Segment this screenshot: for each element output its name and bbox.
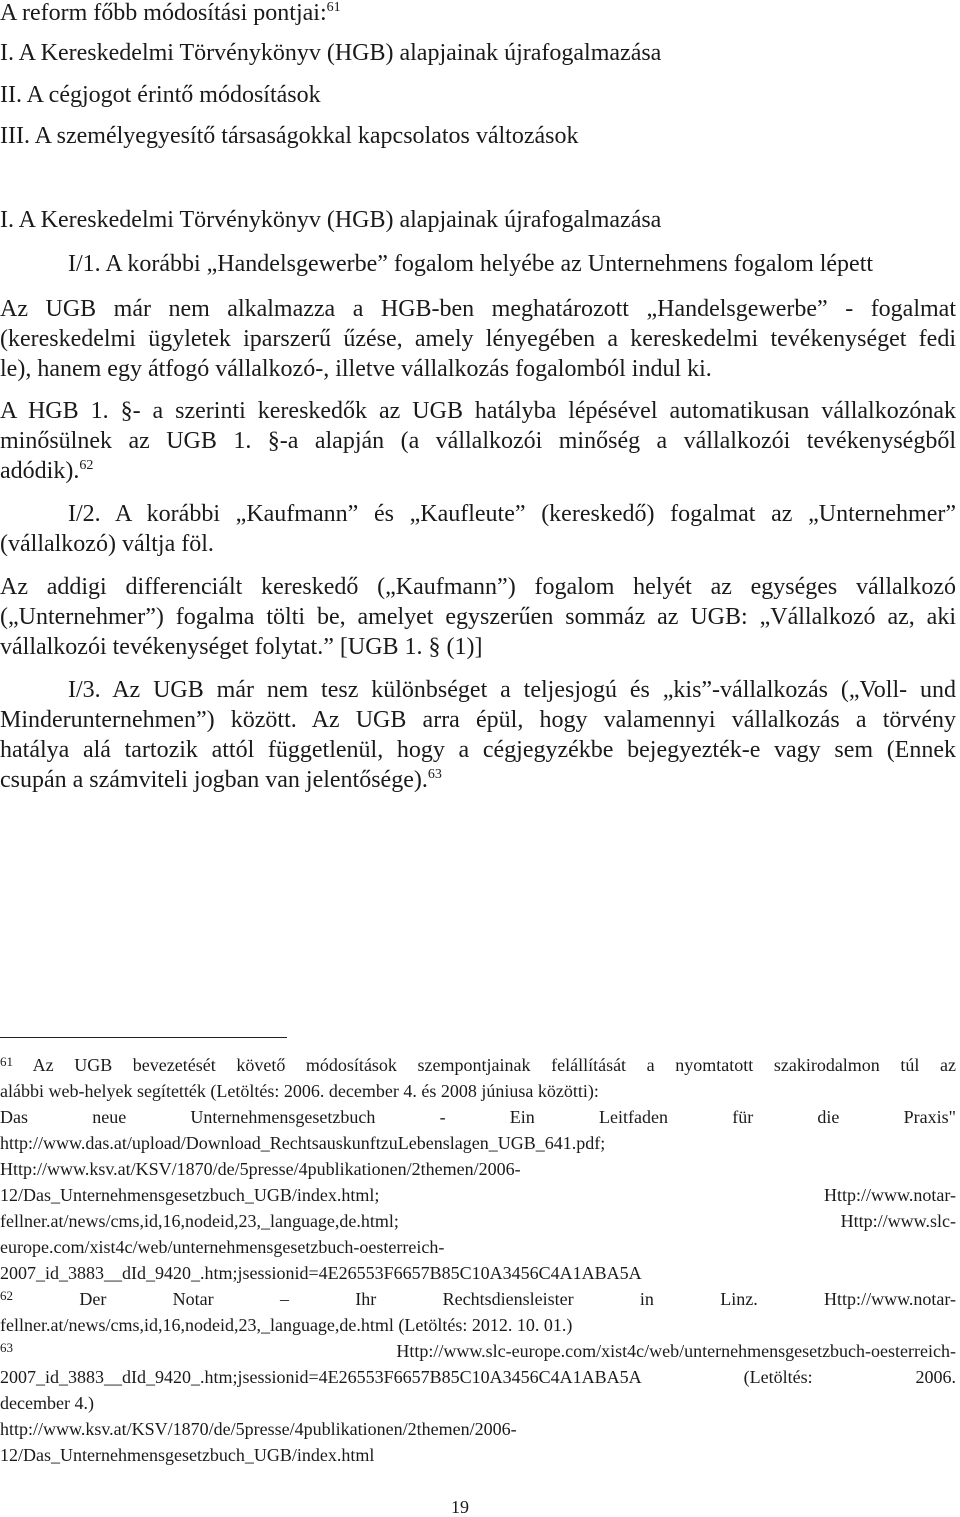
hgb-line-2: minősülnek az UGB 1. §-a alapján (a vállalkozói minőség a vállalkozói tevékenységből [0,428,956,454]
footnote-ref-63[interactable]: 63 [427,767,442,782]
sub1-body-line-1: Az UGB már nem alkalmazza a HGB-ben meghatározott „Handelsgewerbe” - fogalmat [0,296,956,322]
fn61-link-4[interactable]: fellner.at/news/cms,id,16,nodeid,23,_language,de.html; Http://www.slc- [0,1211,956,1231]
hgb-line-1: A HGB 1. §- a szerinti kereskedők az UGB hatályba lépésével automatikusan vállalkozónak [0,398,956,424]
sub1-body-line-2: (kereskedelmi ügyletek iparszerű űzése, amely lényegében a kereskedelmi tevékenységet fedi [0,326,956,352]
fn63-number: 63 [0,1340,13,1355]
sub3-line-3: hatálya alá tartozik attól függetlenül, hogy a cégjegyzékbe bejegyezték-e vagy sem (Ennek [0,737,956,763]
fn63-line-3: december 4.) [0,1393,94,1413]
fn61-link-6[interactable]: 2007_id_3883__dId_9420_.htm;jsessionid=4E26553F6657B85C10A3456C4A1ABA5A [0,1263,642,1283]
subsection-2-title-line-1: I/2. A korábbi „Kaufmann” és „Kaufleute” (kereskedő) fogalmat az „Unternehmer” [68,501,956,527]
fn62-link[interactable]: fellner.at/news/cms,id,16,nodeid,23,_language,de.html (Letöltés: 2012. 10. 01.) [0,1315,573,1335]
section-title: I. A Kereskedelmi Törvénykönyv (HGB) alapjainak újrafogalmazása [0,207,662,233]
fn63-link-3[interactable]: 12/Das_Unternehmensgesetzbuch_UGB/index.html [0,1445,375,1465]
sub2-body-line-3: vállalkozói tevékenységet folytat.” [UGB 1. § (1)] [0,634,483,660]
fn62-line-1-text: Der Notar – Ihr Rechtsdiensleister in Linz. Http://www.notar- [79,1289,957,1309]
fn62-number: 62 [0,1288,13,1303]
sub2-body-line-1: Az addigi differenciált kereskedő („Kaufmann”) fogalom helyét az egységes vállalkozó [0,574,956,600]
fn62-line-1 [0,1288,956,1310]
toc-item-1: I. A Kereskedelmi Törvénykönyv (HGB) alapjainak újrafogalmazása [0,40,662,66]
fn61-link-1[interactable]: http://www.das.at/upload/Download_RechtsauskunftzuLebenslagen_UGB_641.pdf; [0,1133,606,1153]
subsection-1-title: I/1. A korábbi „Handelsgewerbe” fogalom helyébe az Unternehmens fogalom lépett [68,251,874,277]
hgb-line-3-text: adódik). [0,458,80,484]
fn63-line-1 [0,1340,956,1362]
fn61-link-2[interactable]: Http://www.ksv.at/KSV/1870/de/5presse/4publikationen/2themen/2006- [0,1159,521,1179]
sub3-line-4-text: csupán a számviteli jogban van jelentősége). [0,767,428,793]
toc-item-3: III. A személyegyesítő társaságokkal kapcsolatos változások [0,123,579,149]
fn61-number: 61 [0,1054,13,1069]
sub1-body-line-3: le), hanem egy átfogó vállalkozó-, illetve vállalkozás fogalomból indul ki. [0,356,712,382]
hgb-line-3 [0,457,956,486]
fn61-line-1-text: Az UGB bevezetését követő módosítások szempontjainak felállítását a nyomtatott szakirodalmon túl az [32,1055,956,1075]
footnote-ref-61[interactable]: 61 [326,0,341,15]
fn61-link-5[interactable]: europe.com/xist4c/web/unternehmensgesetzbuch-oesterreich- [0,1237,445,1257]
fn61-line-2: alábbi web-helyek segítették (Letöltés: 2006. december 4. és 2008 júniusa közötti): [0,1081,599,1101]
fn61-line-1 [0,1054,956,1076]
footnote-separator [0,1037,287,1038]
subsection-2-title-line-2: (vállalkozó) váltja föl. [0,531,214,557]
page-number: 19 [451,1497,469,1517]
fn63-line-2[interactable]: 2007_id_3883__dId_9420_.htm;jsessionid=4E26553F6657B85C10A3456C4A1ABA5A (Letöltés: 2006. [0,1367,956,1387]
sub2-body-line-2: („Unternehmer”) fogalma tölti be, amelyet egyszerűen sommáz az UGB: „Vállalkozó az, aki [0,604,956,630]
toc-heading [0,0,956,28]
fn61-line-3: Das neue Unternehmensgesetzbuch - Ein Leitfaden für die Praxis" [0,1107,956,1127]
sub3-line-4 [0,766,956,795]
toc-heading-text: A reform főbb módosítási pontjai: [0,0,327,26]
toc-item-2: II. A cégjogot érintő módosítások [0,82,321,108]
fn63-link-2[interactable]: http://www.ksv.at/KSV/1870/de/5presse/4publikationen/2themen/2006- [0,1419,517,1439]
footnote-ref-62[interactable]: 62 [79,458,94,473]
fn63-line-1-text[interactable]: Http://www.slc-europe.com/xist4c/web/unternehmensgesetzbuch-oesterreich- [396,1341,956,1361]
sub3-line-1: I/3. Az UGB már nem tesz különbséget a teljesjogú és „kis”-vállalkozás („Voll- und [68,677,956,703]
fn61-link-3[interactable]: 12/Das_Unternehmensgesetzbuch_UGB/index.html; Http://www.notar- [0,1185,956,1205]
sub3-line-2: Minderunternehmen”) között. Az UGB arra épül, hogy valamennyi vállalkozás a törvény [0,707,956,733]
